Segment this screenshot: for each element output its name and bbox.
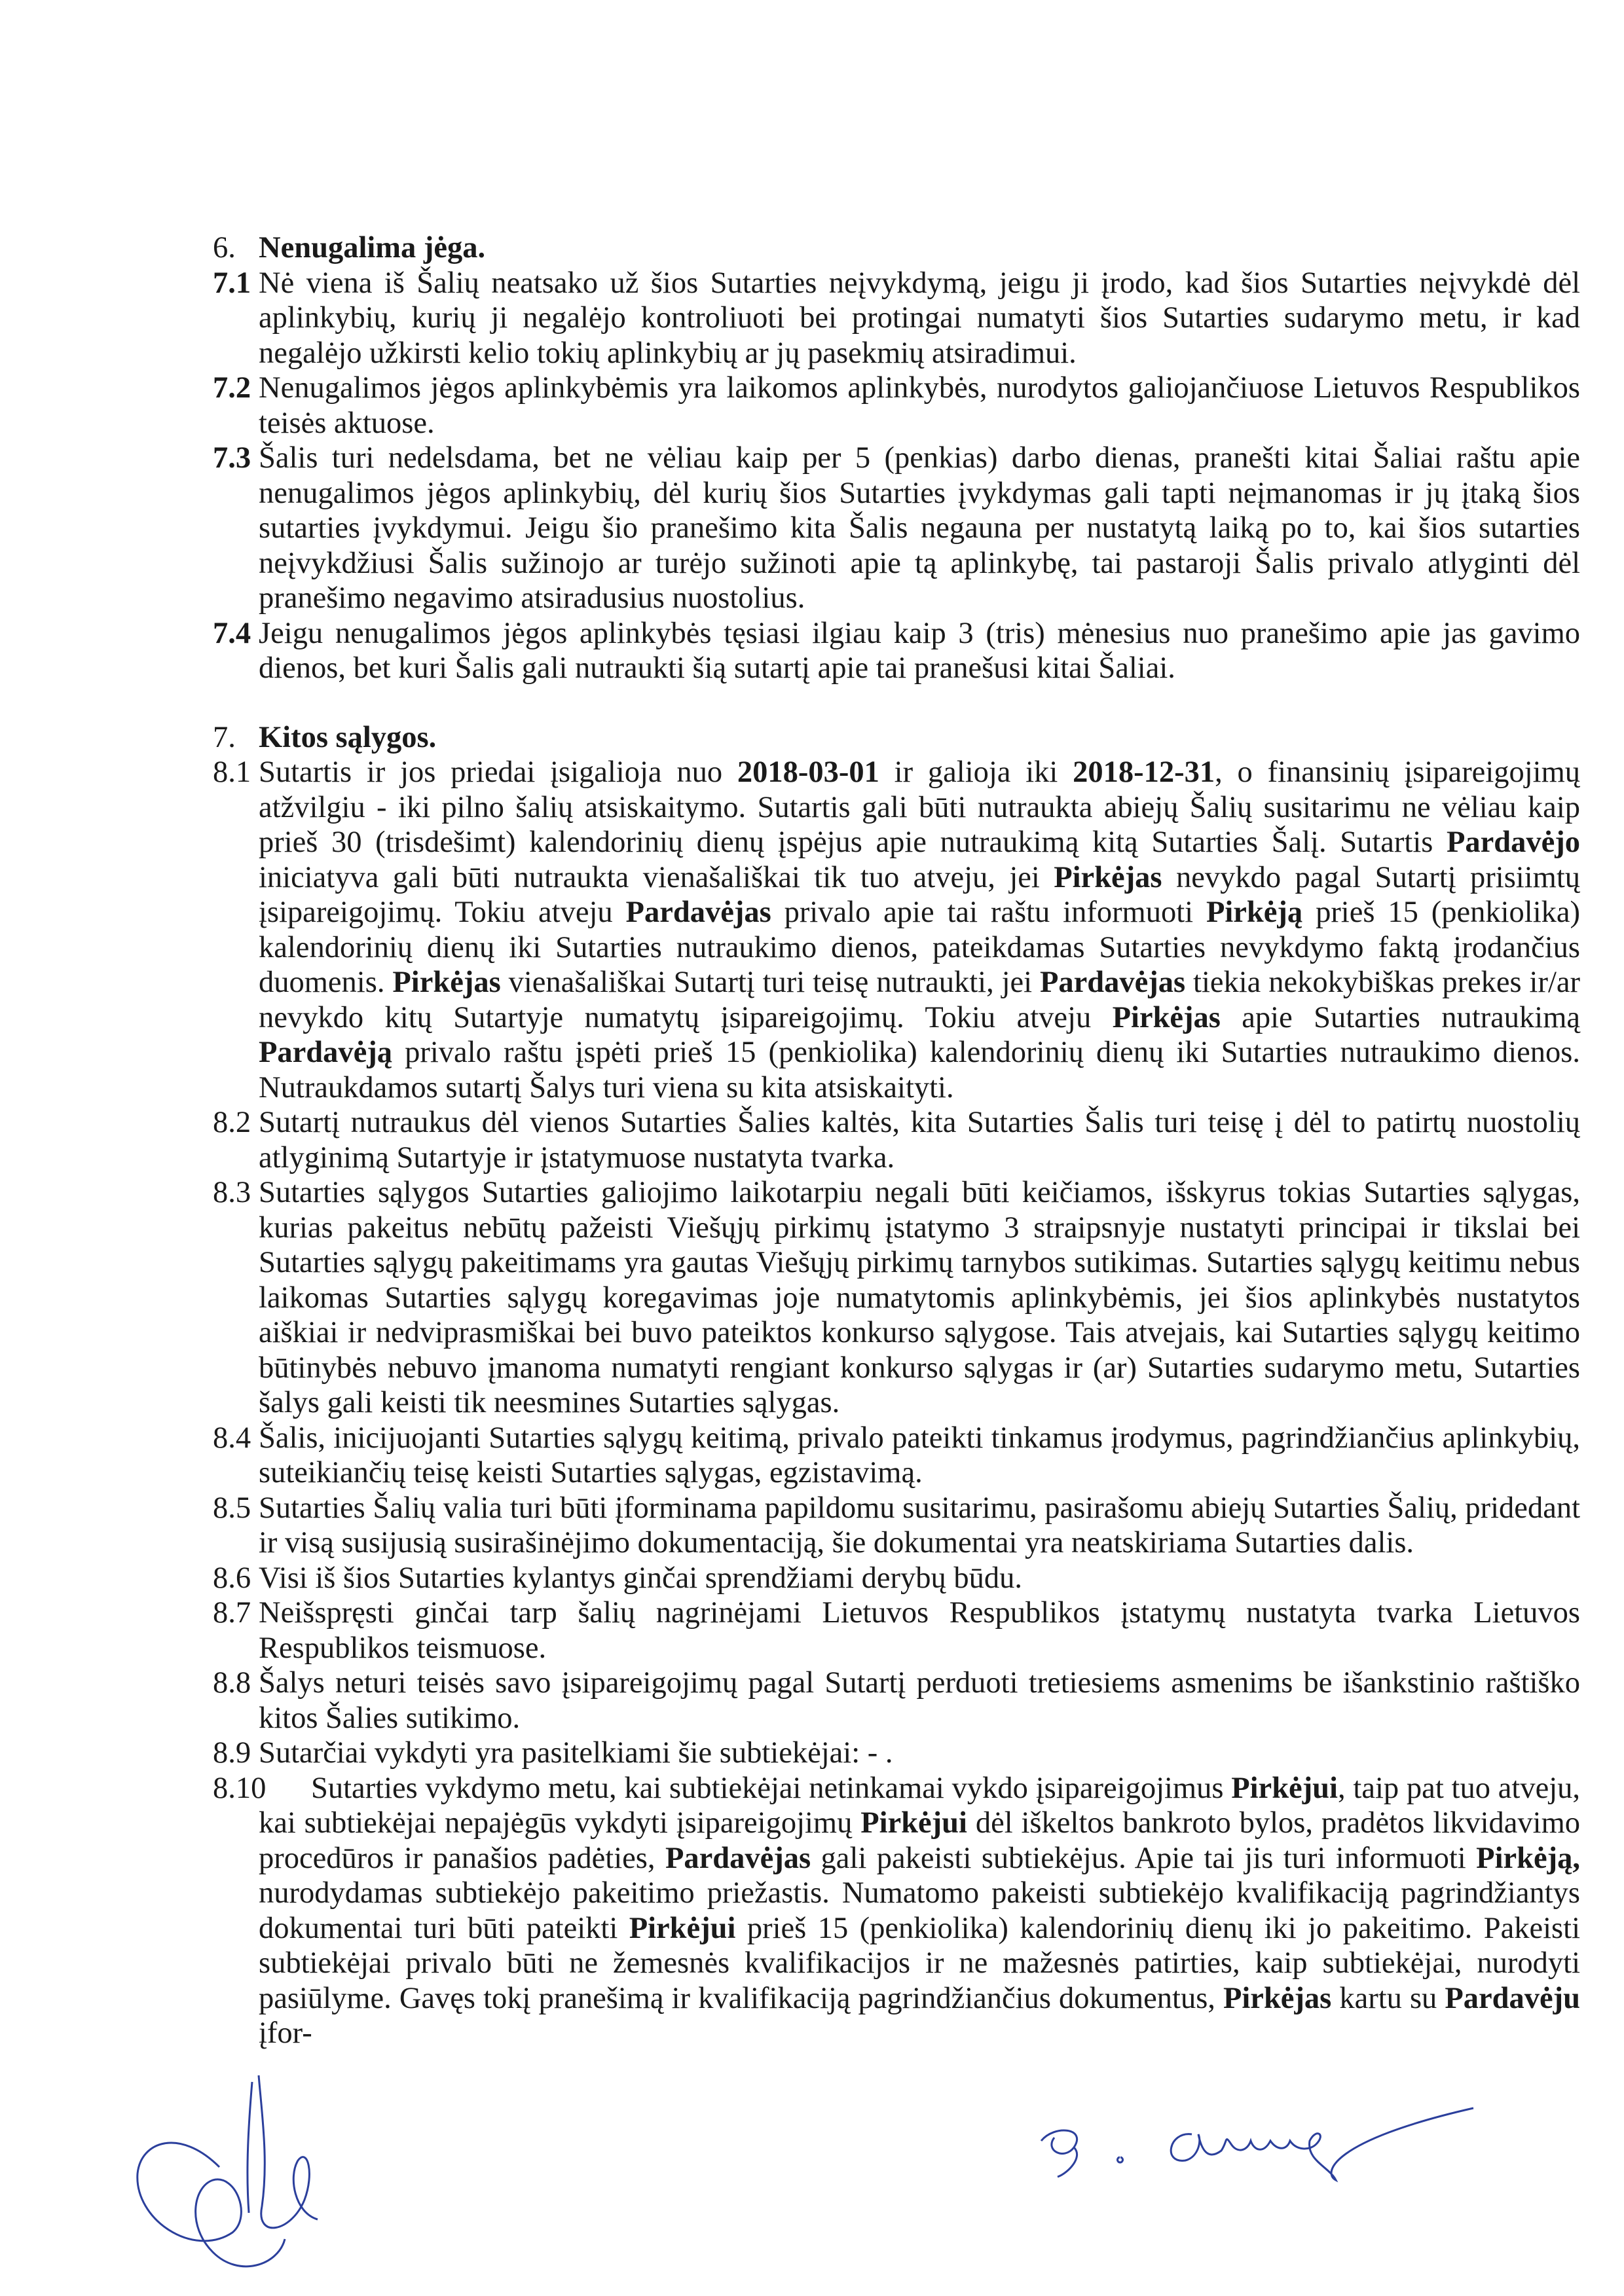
clause-number: 8.7: [213, 1596, 251, 1630]
clause-8-8: [213, 1666, 1580, 1736]
clause-number: 8.8: [213, 1666, 251, 1700]
bold-term: Pirkėjas: [392, 966, 501, 999]
clause-text: privalo apie tai raštu informuoti: [771, 896, 1206, 929]
document-body: [213, 230, 1580, 2051]
clause-number: 8.6: [213, 1561, 251, 1595]
clause-text: apie Sutarties nutraukimą: [1220, 1000, 1581, 1034]
clause-text: privalo raštu įspėti prieš 15 (penkiolika) kalendorinių dienų iki Sutarties nutraukimo dienos. Nutraukdamos sutartį Šalys turi viena su kita atsiskaityti.: [259, 1036, 1580, 1104]
bold-term: Pirkėjui: [860, 1806, 967, 1840]
clause-7-3: [213, 441, 1580, 616]
left-signature: [121, 2069, 337, 2285]
clause-text: vienašališkai Sutartį turi teisę nutraukti, jei: [500, 966, 1040, 999]
bold-term: Pirkėją: [1206, 896, 1303, 929]
clause-text: Sutartį nutraukus dėl vienos Sutarties Šalies kaltės, kita Sutarties Šalis turi teisę į dėl to patirtų nuostolių atlyginimą Sutartyje ir įstatymuose nustatyta tvarka.: [259, 1106, 1580, 1175]
clause-8-4: [213, 1421, 1580, 1491]
bold-term: 2018-12-31: [1073, 756, 1215, 789]
clause-7-4: [213, 616, 1580, 686]
clause-8-1: [213, 755, 1580, 1105]
bold-term: Pardavėjas: [665, 1841, 811, 1875]
bold-term: Pirkėjui: [629, 1911, 736, 1945]
clause-text: įfor-: [259, 2016, 312, 2050]
clause-number: 8.2: [213, 1106, 251, 1139]
clause-text: Visi iš šios Sutarties kylantys ginčai sprendžiami derybų būdu.: [259, 1561, 1023, 1595]
clause-text: Sutarties Šalių valia turi būti įforminama papildomu susitarimu, pasirašomu abiejų Sutarties Šalių, pridedant ir visą susijusią susirašinėjimo dokumentaciją, šie dokumentai yra neatskiriama Sutarties dalis.: [259, 1491, 1580, 1559]
clause-text: nevykdo pagal Sutartį prisiimtų įsipareigojimų. Tokiu atveju: [259, 860, 1580, 929]
clause-text: Jeigu nenugalimos jėgos aplinkybės tęsiasi ilgiau kaip 3 (tris) mėnesius nuo pranešimo apie jas gavimo dienos, bet kuri Šalis gali nutraukti šią sutartį apie tai pranešusi kitai Šaliai.: [259, 616, 1580, 685]
clause-text: prieš 15 (penkiolika) kalendorinių dienų iki jo pakeitimo. Pakeisti subtiekėjai privalo būti ne žemesnės kvalifikacijos ir ne mažesnės patirties, kaip subtiekėjai, nurodyti pasiūlyme. Gavęs tokį pranešimą ir kvalifikaciją pagrindžiančius dokumentus,: [259, 1911, 1580, 2015]
bold-term: Pirkėjui: [1231, 1771, 1338, 1805]
bold-term: Pardavėjo: [1446, 826, 1580, 859]
clause-text: , o finansinių įsipareigojimų atžvilgiu - iki pilno šalių atsiskaitymo. Sutartis gali būti nutraukta abiejų Šalių susitarimu ne vėliau kaip prieš 30 (trisdešimt) kalendorinių dienų įspėjus apie nutraukimą kitą Sutarties Šalį. Sutartis: [259, 756, 1580, 859]
bold-term: Pirkėjas: [1054, 860, 1162, 894]
clause-number: 7.3: [213, 441, 251, 475]
clause-text: Šalis, inicijuojanti Sutarties sąlygų keitimą, privalo pateikti tinkamus įrodymus, pagrindžiančius aplinkybių, suteikiančių teisę keisti Sutarties sąlygas, egzistavimą.: [259, 1421, 1580, 1489]
section-gap: [213, 686, 1580, 720]
clause-8-5: [213, 1491, 1580, 1561]
clause-8-6: [213, 1561, 1580, 1596]
clause-text: Neišspręsti ginčai tarp šalių nagrinėjami Lietuvos Respublikos įstatymų nustatyta tvarka Lietuvos Respublikos teismuose.: [259, 1596, 1580, 1665]
clause-number: 7.4: [213, 616, 251, 650]
clause-number: 7.1: [213, 266, 251, 300]
bold-term: Pardavėjas: [1040, 966, 1186, 999]
section-heading: [213, 720, 1580, 756]
clause-8-10: [213, 1771, 1580, 2051]
clause-text: Nė viena iš Šalių neatsako už šios Sutarties neįvykdymą, jeigu ji įrodo, kad šios Sutarties neįvykdė dėl aplinkybių, kurių ji negalėjo kontroliuoti bei protingai numatyti šios Sutarties sudarymo metu, ir kad negalėjo užkirsti kelio tokių aplinkybių ar jų pasekmių atsiradimui.: [259, 266, 1580, 370]
bold-term: Pirkėjas: [1223, 1981, 1332, 2015]
clause-7-2: [213, 371, 1580, 441]
clause-8-2: [213, 1105, 1580, 1175]
bold-term: Pirkėją,: [1476, 1841, 1580, 1875]
clause-text: Sutarties vykdymo metu, kai subtiekėjai netinkamai vykdo įsipareigojimus: [311, 1771, 1232, 1805]
bold-term: Pirkėjas: [1112, 1000, 1221, 1034]
clause-number: 8.1: [213, 756, 251, 789]
clause-text: gali pakeisti subtiekėjus. Apie tai jis turi informuoti: [811, 1841, 1477, 1875]
clause-text: prieš 15 (penkiolika) kalendorinių dienų iki Sutarties nutraukimo dienos, pateikdamas Sutarties nevykdymo faktą įrodančius duomenis.: [259, 896, 1580, 999]
bold-term: Pardavėją: [259, 1036, 393, 1069]
clause-text: iniciatyva gali būti nutraukta vienašališkai tik tuo atveju, jei: [259, 860, 1054, 894]
clause-number: 8.4: [213, 1421, 251, 1455]
bold-term: 2018-03-01: [737, 756, 879, 789]
clause-number: 8.5: [213, 1491, 251, 1525]
clause-text: Šalys neturi teisės savo įsipareigojimų pagal Sutartį perduoti tretiesiems asmenims be išankstinio raštiško kitos Šalies sutikimo.: [259, 1666, 1580, 1735]
clause-text: nurodydamas subtiekėjo pakeitimo priežastis. Numatomo pakeisti subtiekėjo kvalifikaciją pagrindžiantys dokumentai turi būti pateikti: [259, 1876, 1580, 1945]
bold-term: Pardavėjas: [625, 896, 771, 929]
clause-number: 8.10: [213, 1771, 267, 1805]
clause-7-1: [213, 266, 1580, 371]
section-title: Nenugalima jėga.: [259, 231, 486, 264]
section-title: Kitos sąlygos.: [259, 720, 437, 754]
clause-text: kartu su: [1331, 1981, 1445, 2015]
clause-text: , taip pat tuo atveju, kai subtiekėjai nepajėgūs vykdyti įsipareigojimų: [259, 1771, 1580, 1840]
clause-number: 8.9: [213, 1736, 251, 1770]
clause-number: 7.2: [213, 371, 251, 405]
clause-8-7: [213, 1595, 1580, 1666]
clause-text: Šalis turi nedelsdama, bet ne vėliau kaip per 5 (penkias) darbo dienas, pranešti kitai Šaliai raštu apie nenugalimos jėgos aplinkybių, dėl kurių šios Sutarties įvykdymas gali tapti neįmanomas ir jų įtaką šios sutarties įvykdymui. Jeigu šio pranešimo kita Šalis negauna per nustatytą laiką po to, kai šios sutarties neįvykdžiusi Šalis sužinojo ar turėjo sužinoti apie tą aplinkybę, tai pastaroji Šalis privalo atlyginti dėl pranešimo negavimo atsiradusius nuostolius.: [259, 441, 1580, 615]
clause-8-3: [213, 1175, 1580, 1421]
section-number: 7.: [213, 720, 236, 754]
section-number: 6.: [213, 231, 236, 264]
clause-text: ir galioja iki: [879, 756, 1073, 789]
clause-text: tiekia nekokybiškas prekes ir/ar nevykdo kitų Sutartyje numatytų įsipareigojimų. Tokiu atveju: [259, 966, 1581, 1034]
clause-number: 8.3: [213, 1176, 251, 1209]
clause-text: Sutartis ir jos priedai įsigalioja nuo: [259, 756, 737, 789]
clause-text: Sutarties sąlygos Sutarties galiojimo laikotarpiu negali būti keičiamos, išskyrus tokias Sutarties sąlygas, kurias pakeitus nebūtų pažeisti Viešųjų pirkimų įstatymo 3 straipsnyje nustatyti principai ir tikslai bei Sutarties sąlygų pakeitimams yra gautas Viešųjų pirkimų tarnybos sutikimas. Sutarties sąlygų keitimu nebus laikomas Sutarties sąlygų koregavimas joje numatytomis aplinkybėmis, jei šios aplinkybės nustatytos aiškiai ir nedviprasmiškai bei buvo pateiktos konkurso sąlygose. Tais atvejais, kai Sutarties sąlygų keitimo būtinybės nebuvo įmanoma numatyti rengiant konkurso sąlygas ir (ar) Sutarties sudarymo metu, Sutarties šalys gali keisti tik neesmines Sutarties sąlygas.: [259, 1176, 1580, 1419]
clause-text: Nenugalimos jėgos aplinkybėmis yra laikomos aplinkybės, nurodytos galiojančiuose Lietuvos Respublikos teisės aktuose.: [259, 371, 1580, 440]
section-heading: [213, 230, 1580, 266]
bold-term: Pardavėju: [1445, 1981, 1580, 2015]
clause-text: dėl iškeltos bankroto bylos, pradėtos likvidavimo procedūros ir panašios padėties,: [259, 1806, 1580, 1875]
clause-8-9: [213, 1736, 1580, 1771]
clause-text: Sutarčiai vykdyti yra pasitelkiami šie subtiekėjai: - .: [259, 1736, 893, 1770]
right-signature: [1028, 2088, 1486, 2187]
